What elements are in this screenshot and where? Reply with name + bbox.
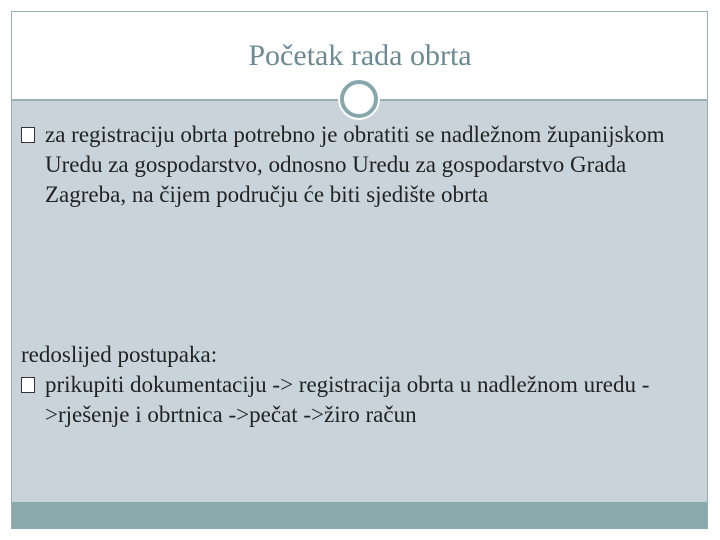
square-bullet-icon	[21, 127, 35, 143]
bullet-text: za registraciju obrta potrebno je obratiti se nadležnom županijskom Uredu za gospodarstvo, odnosno Uredu za gospodarstvo Grada Zagreba, na čijem području će biti sjedište obrta	[45, 122, 665, 207]
divider-line-right	[378, 99, 708, 101]
square-bullet-icon	[21, 377, 35, 393]
bullet-text: prikupiti dokumentaciju -> registracija obrta u nadležnom uredu ->rješenje i obrtnica ->pečat ->žiro račun	[45, 372, 650, 427]
circle-ornament-icon	[340, 80, 378, 118]
slide-title: Početak rada obrta	[248, 39, 472, 72]
section-heading: redoslijed postupaka:	[21, 342, 218, 367]
procedure-section	[21, 340, 691, 430]
divider-line-left	[12, 99, 342, 101]
bottom-bar	[12, 502, 707, 529]
bullet-item	[21, 120, 691, 210]
bullet-item	[21, 370, 691, 430]
bullet-list-1	[21, 120, 691, 210]
